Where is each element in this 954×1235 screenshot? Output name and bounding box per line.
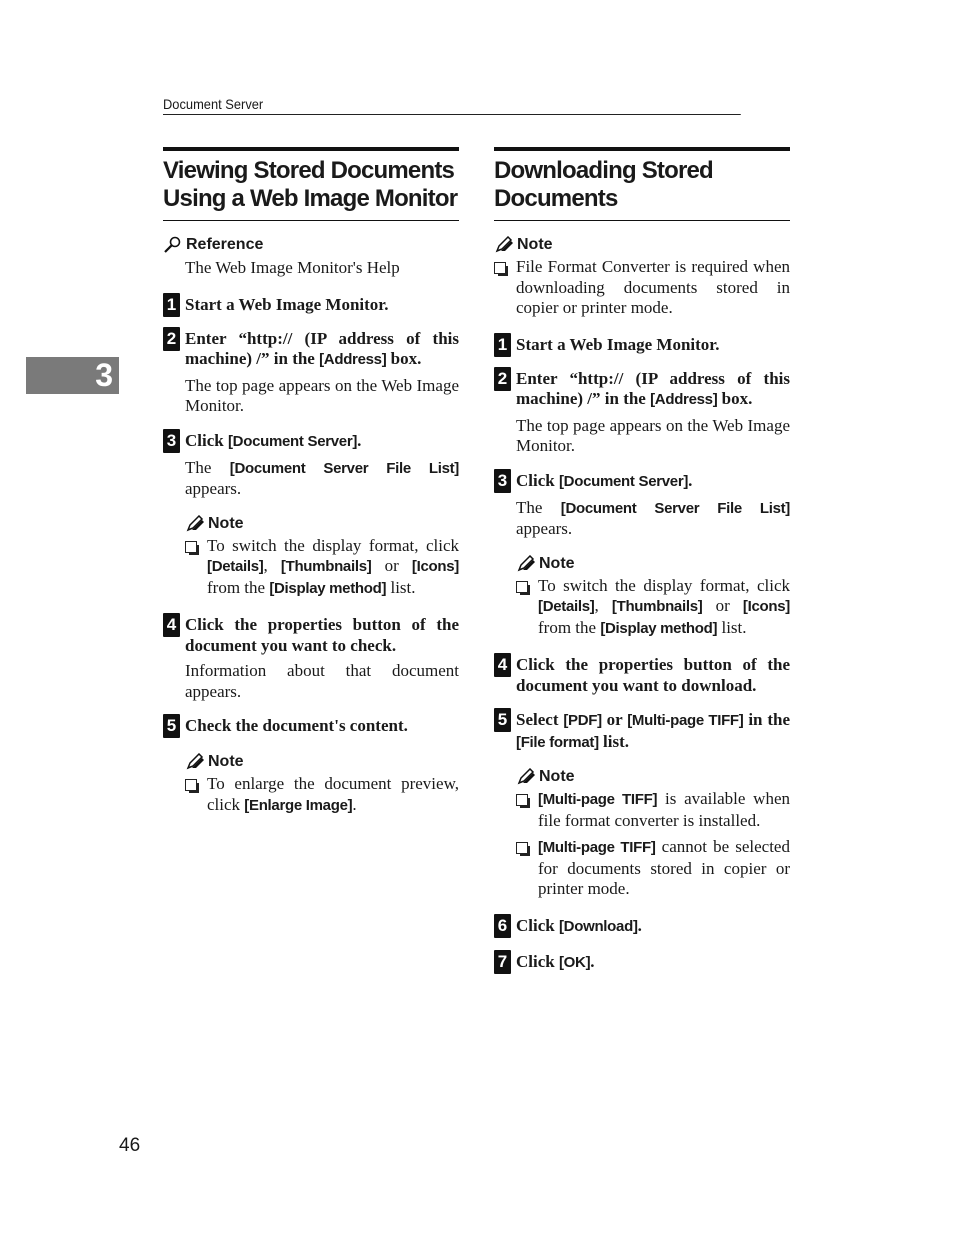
checkbox-bullet-icon (516, 842, 528, 854)
checkbox-bullet-icon (516, 581, 528, 593)
step-6-text: Click [Download]. (516, 915, 642, 935)
note-item (516, 576, 790, 640)
step-1 (494, 335, 790, 357)
running-header: Document Server (163, 96, 741, 115)
section-title-downloading (494, 147, 790, 221)
step-2 (163, 329, 459, 371)
checkbox-bullet-icon (494, 262, 506, 274)
step-5 (494, 710, 790, 753)
step-3 (494, 471, 790, 493)
pencil-note-icon (185, 515, 205, 533)
step-1 (163, 295, 459, 317)
note-item (185, 536, 459, 600)
step-1-text: Start a Web Image Monitor. (516, 334, 720, 354)
step-4 (494, 655, 790, 696)
checkbox-bullet-icon (516, 794, 528, 806)
step-5-text: Select [PDF] or [Multi-page TIFF] in the [File format] list. (516, 710, 790, 751)
left-column (163, 147, 459, 816)
step-number-2: 2 (163, 327, 180, 351)
step-7 (494, 952, 790, 974)
step-number-6: 6 (494, 914, 511, 938)
step-3-text: Click [Document Server]. (185, 430, 362, 450)
step-number-4: 4 (163, 613, 180, 637)
step-number-5: 5 (163, 714, 180, 738)
note-item-text: To enlarge the document preview, click [Enlarge Image]. (207, 774, 459, 814)
note-block-1 (516, 554, 790, 640)
checkbox-bullet-icon (185, 541, 197, 553)
step-2-text: Enter “http:// (IP address of this machine) /” in the [Address] box. (185, 328, 459, 368)
step-6 (494, 916, 790, 938)
step-3-text: Click [Document Server]. (516, 470, 693, 490)
note-heading: Note (516, 767, 790, 787)
note-item (516, 837, 790, 900)
step-number-1: 1 (163, 293, 180, 317)
reference-label: Reference (186, 236, 264, 253)
step-3-description: The [Document Server File List] appears. (185, 457, 459, 498)
page-number: 46 (119, 1135, 141, 1156)
note-block-2 (185, 752, 459, 816)
step-4-text: Click the properties button of the document you want to download. (516, 655, 790, 695)
step-2-text: Enter “http:// (IP address of this machine) /” in the [Address] box. (516, 368, 790, 408)
pencil-note-icon (494, 236, 514, 254)
step-number-5: 5 (494, 708, 511, 732)
note-item-text: File Format Converter is required when downloading documents stored in copier or printer mode. (516, 257, 790, 317)
note-heading: Note (494, 235, 790, 255)
step-number-2: 2 (494, 367, 511, 391)
section-title-viewing (163, 147, 459, 221)
step-3 (163, 431, 459, 453)
note-block-1 (185, 514, 459, 600)
note-item-text: To switch the display format, click [Details], [Thumbnails] or [Icons] from the [Display method] list. (207, 535, 459, 597)
step-1-text: Start a Web Image Monitor. (185, 294, 389, 314)
chapter-tab (26, 357, 119, 394)
note-item-text: [Multi-page TIFF] is available when file format converter is installed. (538, 789, 790, 830)
reference-heading (163, 235, 459, 255)
pencil-note-icon (516, 555, 536, 573)
magnifier-reference-icon (163, 236, 183, 254)
pencil-note-icon (516, 768, 536, 786)
chapter-number: 3 (95, 357, 113, 393)
note-heading: Note (185, 752, 459, 772)
note-heading: Note (516, 554, 790, 574)
reference-text: The Web Image Monitor's Help (185, 258, 400, 277)
step-number-3: 3 (163, 429, 180, 453)
step-7-text: Click [OK]. (516, 951, 595, 971)
step-number-7: 7 (494, 950, 511, 974)
step-4 (163, 615, 459, 656)
step-number-4: 4 (494, 653, 511, 677)
step-number-3: 3 (494, 469, 511, 493)
document-server-label: [Document Server] (227, 432, 358, 450)
note-item (516, 789, 790, 831)
step-4-description: Information about that document appears. (185, 661, 459, 701)
note-item (494, 257, 790, 319)
note-item (185, 774, 459, 816)
step-2 (494, 369, 790, 411)
checkbox-bullet-icon (185, 779, 197, 791)
note-item-text: To switch the display format, click [Details], [Thumbnails] or [Icons] from the [Display method] list. (538, 575, 790, 637)
section-title-text: Viewing Stored Documents Using a Web Image Monitor (163, 157, 458, 212)
address-box-label: [Address] (319, 351, 387, 368)
step-2-description: The top page appears on the Web Image Monitor. (185, 375, 459, 415)
right-column (494, 147, 790, 974)
section-title-text: Downloading Stored Documents (494, 157, 713, 212)
note-heading: Note (185, 514, 459, 534)
step-5-text: Check the document's content. (185, 716, 408, 735)
pencil-note-icon (185, 753, 205, 771)
step-2-description: The top page appears on the Web Image Monitor. (516, 415, 790, 455)
step-4-text: Click the properties button of the document you want to check. (185, 615, 459, 655)
note-item-text: [Multi-page TIFF] cannot be selected for documents stored in copier or printer mode. (538, 837, 790, 898)
step-5 (163, 716, 459, 738)
note-block-2 (516, 767, 790, 900)
step-number-1: 1 (494, 333, 511, 357)
step-3-description: The [Document Server File List] appears. (516, 497, 790, 538)
